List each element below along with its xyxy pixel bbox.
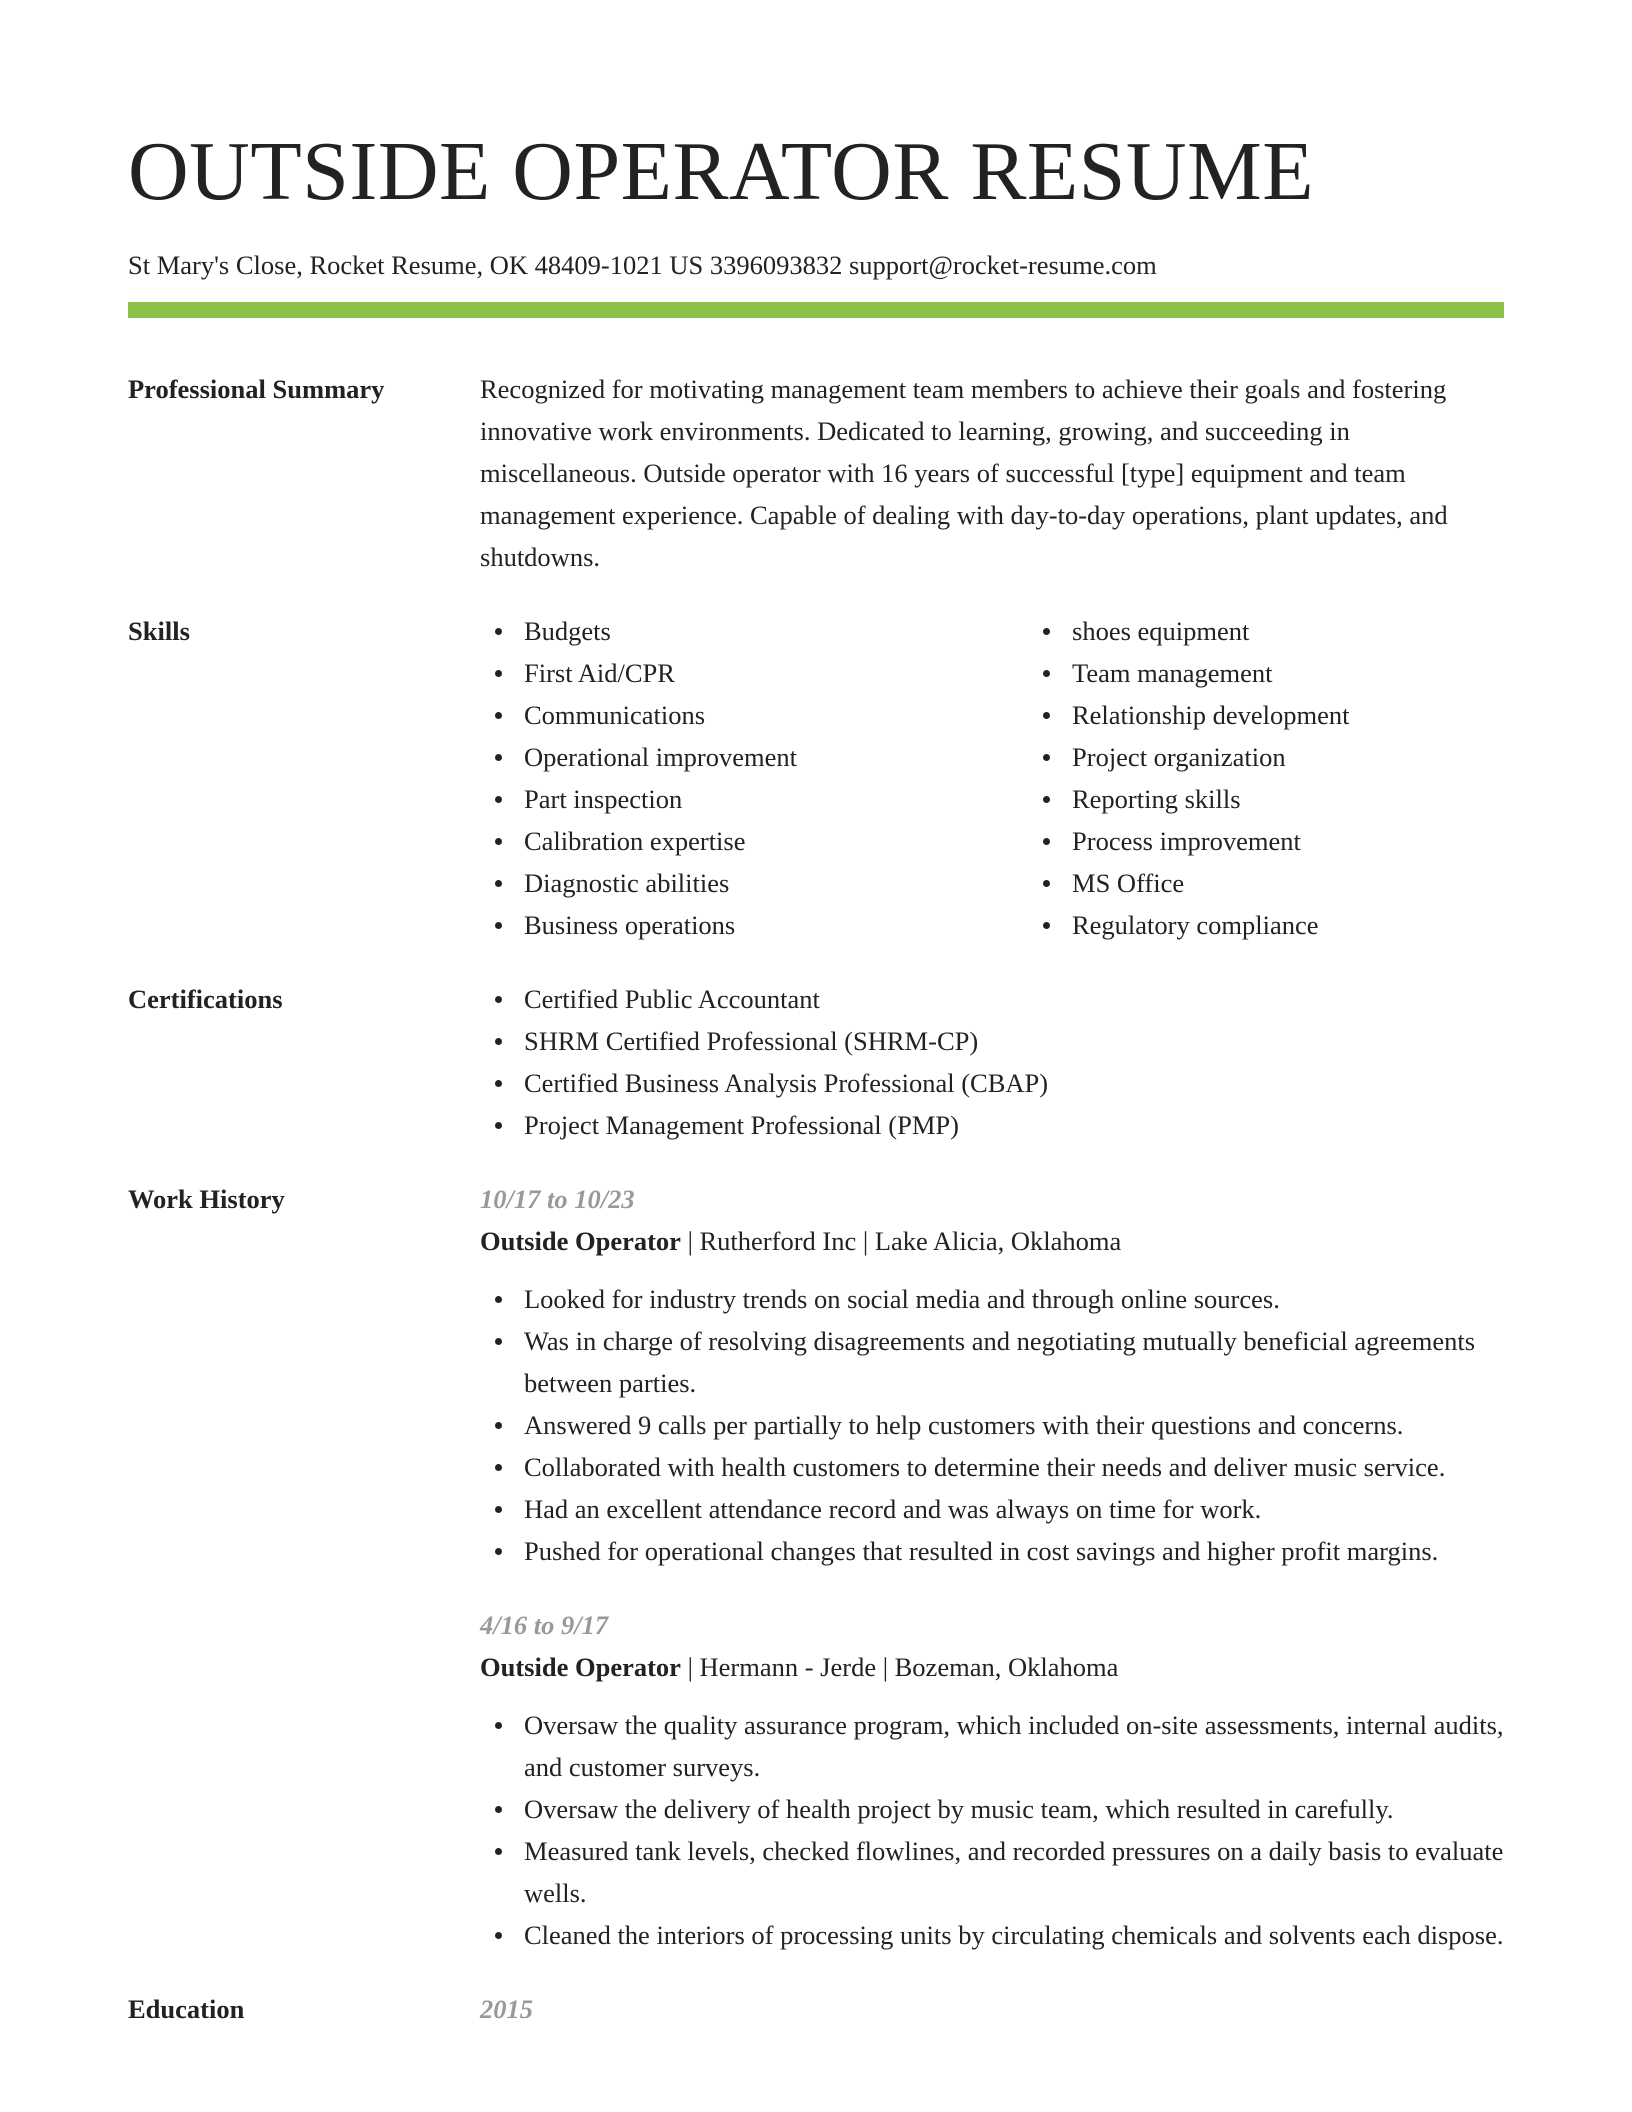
certification-item: Certified Public Accountant xyxy=(524,978,1504,1020)
skill-item: Operational improvement xyxy=(524,736,1028,778)
summary-section xyxy=(128,368,1504,578)
job-entry xyxy=(480,1604,1504,1956)
skills-list-right xyxy=(1028,610,1576,946)
education-date: 2015 xyxy=(480,1993,533,2024)
skill-item: Budgets xyxy=(524,610,1028,652)
skill-item: Reporting skills xyxy=(1072,778,1576,820)
job-bullet: Collaborated with health customers to determine their needs and deliver music service. xyxy=(524,1446,1504,1488)
job-entry xyxy=(480,1178,1504,1572)
job-dates: 4/16 to 9/17 xyxy=(480,1609,609,1640)
job-bullet: Measured tank levels, checked flowlines, and recorded pressures on a daily basis to evaluate wells. xyxy=(524,1830,1504,1914)
job-bullets xyxy=(480,1278,1504,1572)
skill-item: MS Office xyxy=(1072,862,1576,904)
skill-item: Diagnostic abilities xyxy=(524,862,1028,904)
job-bullet: Looked for industry trends on social media and through online sources. xyxy=(524,1278,1504,1320)
job-heading xyxy=(480,1220,1504,1262)
work-history-label: Work History xyxy=(128,1183,285,1214)
education-section xyxy=(128,1988,1504,2030)
job-title: Outside Operator xyxy=(480,1651,681,1682)
skill-item: Relationship development xyxy=(1072,694,1576,736)
skill-item: Part inspection xyxy=(524,778,1028,820)
job-dates: 10/17 to 10/23 xyxy=(480,1183,635,1214)
job-employer: | Hermann - Jerde | Bozeman, Oklahoma xyxy=(680,1651,1119,1682)
skill-item: Regulatory compliance xyxy=(1072,904,1576,946)
education-label: Education xyxy=(128,1993,245,2024)
job-bullet: Cleaned the interiors of processing units by circulating chemicals and solvents each dispose. xyxy=(524,1914,1504,1956)
job-bullet: Pushed for operational changes that resulted in cost savings and higher profit margins. xyxy=(524,1530,1504,1572)
skill-item: shoes equipment xyxy=(1072,610,1576,652)
skill-item: Project organization xyxy=(1072,736,1576,778)
resume-page xyxy=(128,0,1504,2030)
work-history-section xyxy=(128,1178,1504,1956)
education-body xyxy=(480,1988,1504,2030)
skill-item: First Aid/CPR xyxy=(524,652,1028,694)
skills-section xyxy=(128,610,1504,946)
skill-item: Calibration expertise xyxy=(524,820,1028,862)
certifications-label: Certifications xyxy=(128,983,283,1014)
resume-title: OUTSIDE OPERATOR RESUME xyxy=(128,125,1315,218)
job-bullet: Oversaw the quality assurance program, which included on-site assessments, internal audits, and customer surveys. xyxy=(524,1704,1504,1788)
skill-item: Communications xyxy=(524,694,1028,736)
skills-label: Skills xyxy=(128,615,190,646)
certification-item: SHRM Certified Professional (SHRM-CP) xyxy=(524,1020,1504,1062)
skills-columns xyxy=(480,610,1576,946)
job-heading xyxy=(480,1646,1504,1688)
job-bullet: Had an excellent attendance record and was always on time for work. xyxy=(524,1488,1504,1530)
certification-item: Project Management Professional (PMP) xyxy=(524,1104,1504,1146)
summary-label: Professional Summary xyxy=(128,373,385,404)
header-divider xyxy=(128,302,1504,318)
certifications-body xyxy=(480,978,1504,1146)
skill-item: Process improvement xyxy=(1072,820,1576,862)
job-employer: | Rutherford Inc | Lake Alicia, Oklahoma xyxy=(680,1225,1122,1256)
job-bullets xyxy=(480,1704,1504,1956)
skill-item: Business operations xyxy=(524,904,1028,946)
skills-list-left xyxy=(480,610,1028,946)
certifications-section xyxy=(128,978,1504,1146)
skill-item: Team management xyxy=(1072,652,1576,694)
summary-text: Recognized for motivating management team members to achieve their goals and fostering innovative work environments. Dedicated to learning, growing, and succeeding in miscellaneous. Outside operator with 16 years of successful [type] equipment and team management experience. Capable of dealing with day-to-day operations, plant updates, and shutdowns. xyxy=(480,373,1448,572)
certification-item: Certified Business Analysis Professional (CBAP) xyxy=(524,1062,1504,1104)
job-bullet: Oversaw the delivery of health project by music team, which resulted in carefully. xyxy=(524,1788,1504,1830)
job-bullet: Answered 9 calls per partially to help customers with their questions and concerns. xyxy=(524,1404,1504,1446)
job-title: Outside Operator xyxy=(480,1225,681,1256)
work-history-body xyxy=(480,1178,1504,1956)
certifications-list xyxy=(480,978,1504,1146)
job-bullet: Was in charge of resolving disagreements and negotiating mutually beneficial agreements between parties. xyxy=(524,1320,1504,1404)
contact-info: St Mary's Close, Rocket Resume, OK 48409-1021 US 3396093832 support@rocket-resume.com xyxy=(128,250,1157,280)
